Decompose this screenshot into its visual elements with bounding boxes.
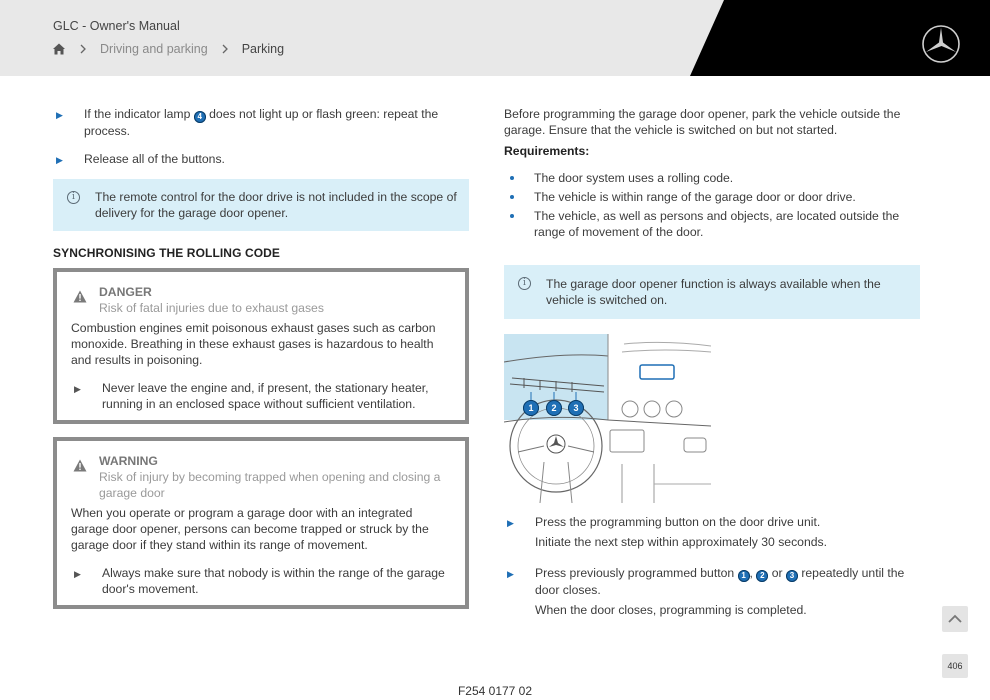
scroll-to-top-button[interactable] [942,606,968,632]
breadcrumb [52,41,284,57]
requirements-label: Requirements: [504,144,590,158]
chevron-right-icon [74,41,92,57]
button-2-callout: 2 [756,570,768,582]
info-icon: i [518,277,531,290]
arrow-bullet-icon: ▶ [507,518,514,528]
step-text: Press the programming button on the door drive unit. [535,515,821,529]
info-note [53,179,469,231]
dot-bullet-icon [510,176,514,180]
step-text: Release all of the buttons. [84,152,225,166]
step-text-part: repeatedly until the door closes. [535,566,905,597]
danger-subtitle: Risk of fatal injuries due to exhaust gases [99,301,324,315]
warning-box [53,437,469,609]
warning-action [71,565,451,597]
instruction-step [53,151,469,167]
page-number: 406 [942,654,968,678]
button-3-callout: 3 [786,570,798,582]
warning-action-text: Always make sure that nobody is within the range of the garage door's movement. [102,566,445,596]
warning-subtitle: Risk of injury by becoming trapped when opening and closing a garage door [99,470,441,500]
mercedes-star-logo[interactable] [921,24,961,64]
arrow-bullet-icon: ▶ [56,110,63,120]
page-header [0,0,990,76]
info-note-text: The garage door opener function is always available when the vehicle is switched on. [546,277,881,307]
instruction-step [504,514,920,550]
danger-body: Combustion engines emit poisonous exhaust gases such as carbon monoxide. Breathing in these exhaust gases is hazardous to health and results in poisoning. [71,321,436,367]
step-result-text: When the door closes, programming is completed. [535,603,807,617]
chevron-up-icon [942,606,968,632]
garage-button-2-callout: 2 [546,400,562,416]
right-column [504,100,920,307]
danger-header [71,284,451,316]
requirement-item [504,170,920,186]
requirements-list [504,170,920,240]
info-note-text: The remote control for the door drive is not included in the scope of delivery for the garage door opener. [95,190,457,220]
garage-button-1-callout: 1 [523,400,539,416]
instruction-step [53,106,469,139]
info-icon: i [67,191,80,204]
step-text: If the indicator lamp [84,107,191,121]
app-title: GLC - Owner's Manual [53,19,180,33]
button-1-callout: 1 [738,570,750,582]
requirement-item [504,189,920,205]
instruction-step [504,565,920,618]
dot-bullet-icon [510,195,514,199]
warning-title: WARNING [99,454,158,468]
step-result-text: Initiate the next step within approximately 30 seconds. [535,535,827,549]
requirement-item [504,208,920,240]
warning-header [71,453,451,501]
requirement-text: The vehicle, as well as persons and objects, are located outside the range of movement of the door. [534,209,900,239]
breadcrumb-link-driving-and-parking[interactable]: Driving and parking [100,42,208,56]
step-text-part: Press previously programmed button [535,566,735,580]
figure-code: F254 0177 02 [457,684,533,698]
danger-title: DANGER [99,285,152,299]
programming-steps [504,514,920,618]
step-text-part: or [771,566,783,580]
dot-bullet-icon [510,214,514,218]
chevron-right-icon [216,41,234,57]
step-text [535,565,920,598]
garage-button-3-callout: 3 [568,400,584,416]
danger-box [53,268,469,424]
danger-action [71,380,451,412]
garage-door-opener-illustration [504,334,711,503]
info-note [504,265,920,319]
arrow-bullet-icon: ▶ [507,569,514,579]
section-heading: SYNCHRONISING THE ROLLING CODE [53,246,281,260]
requirement-text: The door system uses a rolling code. [534,171,734,185]
arrow-bullet-icon: ▶ [74,384,81,394]
intro-paragraph: Before programming the garage door opener, park the vehicle outside the garage. Ensure that the vehicle is switched on but not started. [504,107,901,137]
arrow-bullet-icon: ▶ [56,155,63,165]
home-icon[interactable] [52,42,66,56]
warning-body: When you operate or program a garage door with an integrated garage door opener, persons can become trapped or struck by the garage door if they stand within its range of movement. [71,506,429,552]
step-text: does not light up or flash green: repeat the process. [84,107,439,138]
arrow-bullet-icon: ▶ [74,569,81,579]
step-text-part: , [749,566,753,580]
breadcrumb-current-parking: Parking [241,42,285,56]
requirement-text: The vehicle is within range of the garage door or door drive. [534,190,856,204]
indicator-lamp-callout: 4 [194,111,206,123]
left-column [53,100,469,609]
danger-action-text: Never leave the engine and, if present, the stationary heater, running in an enclosed space without sufficient ventilation. [102,381,429,411]
